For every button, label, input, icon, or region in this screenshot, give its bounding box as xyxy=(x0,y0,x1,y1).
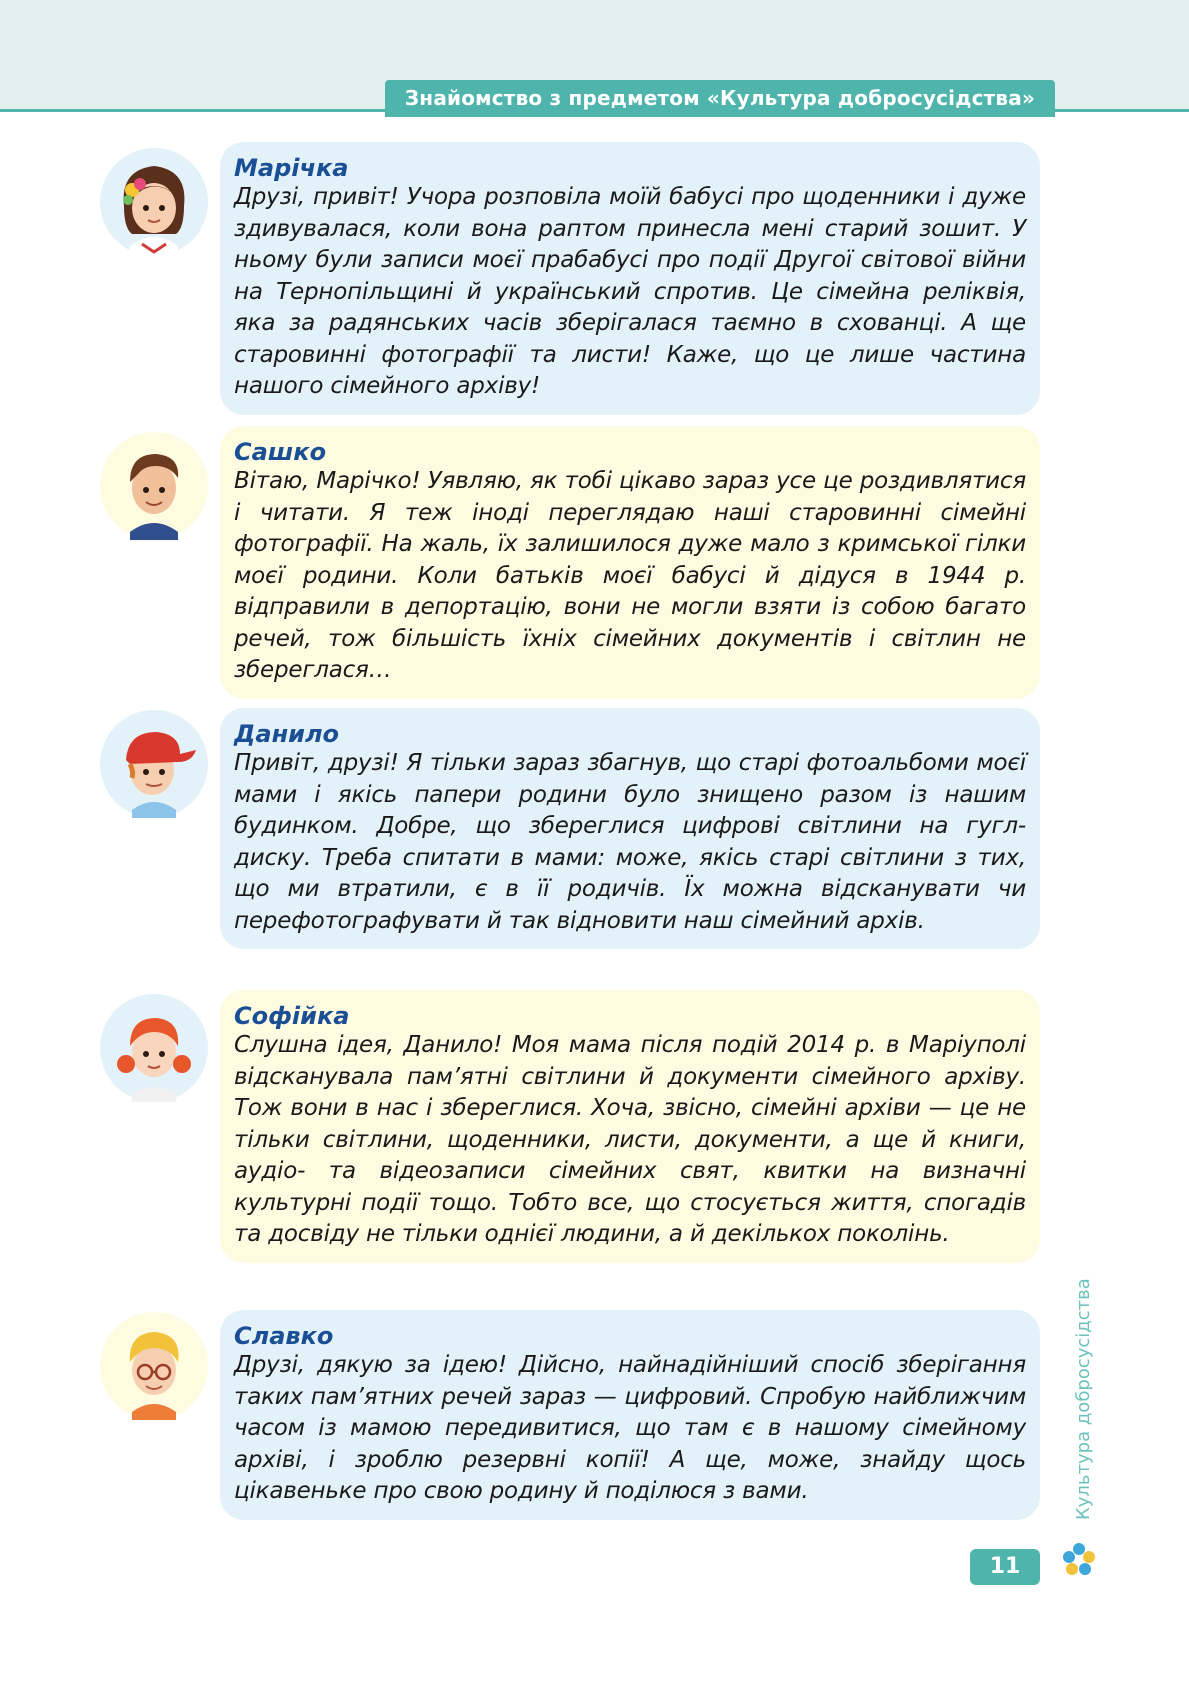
dialog-bubble-sofiika xyxy=(220,990,1040,1263)
avatar-slavko xyxy=(100,1312,208,1420)
boy-with-glasses-avatar-icon xyxy=(100,1312,208,1420)
dialog-bubble-slavko xyxy=(220,1310,1040,1520)
speaker-name: Сашко xyxy=(234,438,327,466)
speaker-name: Данило xyxy=(234,720,340,748)
speaker-name: Марічка xyxy=(234,154,349,182)
boy-avatar-icon xyxy=(100,432,208,540)
dialog-text: Друзі, дякую за ідею! Дійсно, найнадійніший спосіб зберігання таких пам’ятних речей зараз — цифровий. Спробую найближчим часом із мамою передивитися, що там є в нашому сімейному архіві, і зроблю резервні копії! А ще, може, знайду щось цікавеньке про свою родину й поділюся з вами. xyxy=(234,1352,1026,1504)
speaker-name: Софійка xyxy=(234,1002,350,1030)
avatar-sofiika xyxy=(100,994,208,1102)
boy-with-cap-avatar-icon xyxy=(100,710,208,818)
flower-icon xyxy=(1060,1540,1098,1578)
dialog-text: Слушна ідея, Данило! Моя мама після подій 2014 р. в Маріуполі відсканувала пам’ятні світлини й документи сімейного архіву. Тож вони в нас і збереглися. Хоча, звісно, сімейні архіви — це не тільки світлини, щоденники, листи, документи, а ще й книги, аудіо- та відеозаписи сімейних свят, квитки на визначні культурні події тощо. Тобто все, що стосується життя, спогадів та досвіду не тільки однієї людини, а й декількох поколінь. xyxy=(234,1032,1026,1247)
speaker-name: Славко xyxy=(234,1322,334,1350)
page-number: 11 xyxy=(970,1549,1040,1585)
girl-with-pigtails-avatar-icon xyxy=(100,994,208,1102)
avatar-marichka xyxy=(100,148,208,256)
dialog-text: Вітаю, Марічко! Уявляю, як тобі цікаво зараз усе це роздивлятися і читати. Я теж іноді переглядаю наші старовинні сімейні фотографії. На жаль, їх залишилося дуже мало з кримської гілки моєї родини. Коли батьків моєї бабусі й дідуся в 1944 р. відправили в депортацію, вони не могли взяти із собою багато речей, тож більшість їхніх сімейних документів і світлин не збереглася… xyxy=(234,468,1026,683)
dialog-bubble-marichka xyxy=(220,142,1040,415)
side-label: Культура добросусідства xyxy=(1073,1278,1094,1520)
girl-with-flowers-avatar-icon xyxy=(100,148,208,256)
dialog-text: Друзі, привіт! Учора розповіла моїй бабусі про щоденники і дуже здивувалася, коли вона раптом принесла мені старий зошит. У ньому були записи моєї прабабусі про події Другої світової війни на Тернопільщині й український спротив. Це сімейна реліквія, яка за радянських часів зберігалася таємно в схованці. А ще старовинні фотографії та листи! Каже, що це лише частина нашого сімейного архіву! xyxy=(234,184,1026,399)
avatar-sashko xyxy=(100,432,208,540)
dialog-bubble-sashko xyxy=(220,426,1040,699)
avatar-danylo xyxy=(100,710,208,818)
dialog-bubble-danylo xyxy=(220,708,1040,949)
section-header: Знайомство з предметом «Культура добросусідства» xyxy=(385,80,1055,117)
dialog-text: Привіт, друзі! Я тільки зараз збагнув, що старі фотоальбоми моєї мами і якісь папери родини було знищено разом із нашим будинком. Добре, що збереглися цифрові світлини на гугл-диску. Треба спитати в мами: може, якісь старі світлини з тих, що ми втратили, є в її родичів. Їх можна відсканувати чи перефотографувати й так відновити наш сімейний архів. xyxy=(234,750,1026,934)
